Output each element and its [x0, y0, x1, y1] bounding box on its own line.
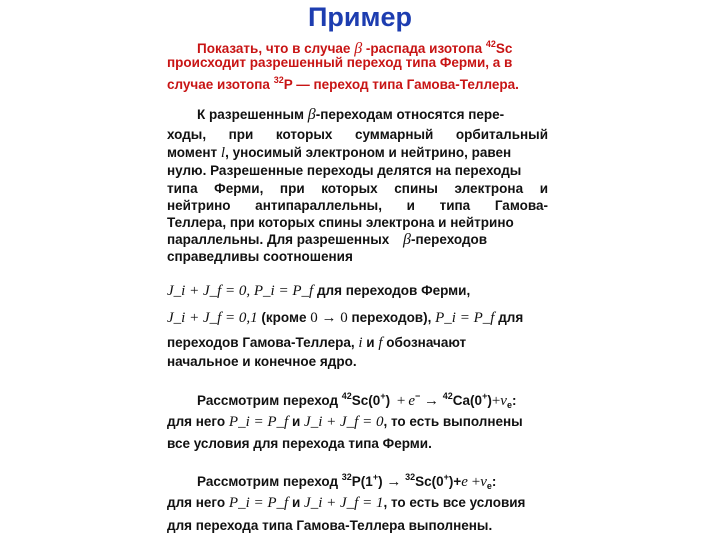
initial-nucleus-symbol: i	[358, 335, 363, 351]
para-text: момент	[167, 145, 218, 160]
para-line: Теллера, при которых спины электрона и нейтрино	[167, 215, 514, 230]
example-text: для него	[167, 495, 226, 510]
para-line	[167, 144, 511, 162]
fermi-relation	[167, 282, 470, 300]
para-text: К разрешенным	[197, 107, 304, 122]
mass-number: 32	[273, 75, 284, 85]
parity-formula: P_i = P_f	[435, 310, 495, 326]
parity-formula: P_i = P_f	[228, 414, 289, 430]
example-text: и	[291, 414, 301, 429]
task-text: -распада изотопа	[365, 41, 483, 56]
positron-symbol: e	[408, 393, 415, 409]
para-line	[167, 231, 487, 248]
task-text: P — переход типа Гамова-Теллера.	[283, 77, 519, 92]
charge-sign: −	[414, 391, 421, 401]
final-nucleus-symbol: f	[378, 335, 383, 351]
para-text: , уносимый электроном и нейтрино, равен	[225, 145, 512, 160]
spin-formula: J_i + J_f = 0	[304, 414, 384, 430]
element-symbol: P(1	[351, 474, 373, 489]
task-line-2: происходит разрешенный переход типа Ферми, а в	[167, 55, 513, 70]
example-conclusion: все условия для перехода типа Ферми.	[167, 436, 432, 451]
relation-text: переходов),	[351, 310, 432, 325]
spin-formula: J_i + J_f = 1	[304, 495, 384, 511]
element-symbol: Ca(0	[452, 393, 483, 408]
example-text: , то есть все условия	[383, 495, 526, 510]
relation-text: обозначают	[386, 335, 467, 350]
plus-sign: +	[491, 393, 501, 409]
spin-parity: +	[380, 391, 386, 401]
plus-sign: +	[396, 393, 406, 409]
para-text: -переходам относятся пере-	[315, 107, 505, 122]
example-text: , то есть выполнены	[383, 414, 523, 429]
example-condition	[167, 413, 523, 431]
para-line: справедливы соотношения	[167, 249, 353, 264]
example-condition	[167, 494, 525, 512]
positron-symbol: e	[461, 474, 468, 490]
mass-number: 42	[341, 391, 352, 401]
para-text: -переходов	[411, 232, 488, 247]
example-text: и	[291, 495, 301, 510]
relation-text: для переходов Ферми,	[316, 283, 471, 298]
neutrino-subscript: e	[486, 481, 492, 491]
example-text: для него	[167, 414, 226, 429]
gt-formula: J_i + J_f = 0,1	[167, 310, 258, 326]
parity-formula: P_i = P_f	[228, 495, 289, 511]
gt-relation	[167, 309, 523, 327]
arrow-icon: →	[424, 393, 440, 409]
relation-text: для	[498, 310, 524, 325]
beta-symbol: β	[354, 40, 363, 57]
para-text: параллельны. Для разрешенных	[167, 232, 390, 247]
page-title: Пример	[308, 2, 412, 32]
gt-relation-line-3: начальное и конечное ядро.	[167, 354, 357, 369]
arrow-icon: →	[386, 474, 402, 490]
task-text: случае изотопа	[167, 77, 270, 92]
example-transition: Рассмотрим переход $^{42}Sc(0^+) + e^- \to ^{42}Ca(0^+)+\nu_e$:	[197, 391, 517, 410]
neutrino-symbol: ν	[500, 393, 507, 409]
relation-text: (кроме	[261, 310, 307, 325]
para-line: типа Ферми, при которых спины электрона и	[167, 181, 548, 196]
example-transition: Рассмотрим переход $^{32}P(1^+) \to ^{32}Sc(0^+)+e +\nu_e$:	[197, 472, 497, 491]
beta-symbol: β	[403, 231, 412, 248]
spin-parity: +	[372, 472, 379, 482]
fermi-formula: J_i + J_f = 0, P_i = P_f	[167, 283, 314, 299]
relation-text: переходов Гамова-Теллера,	[167, 335, 355, 350]
relation-text: и	[366, 335, 375, 350]
neutrino-symbol: ν	[480, 474, 487, 490]
example-text: Рассмотрим переход	[197, 393, 339, 408]
neutrino-subscript: e	[506, 400, 512, 410]
para-line	[197, 106, 504, 123]
example-conclusion: для перехода типа Гамова-Теллера выполнены.	[167, 518, 493, 533]
task-line-3	[167, 72, 519, 93]
beta-symbol: β	[307, 106, 316, 123]
gt-relation-line-2	[167, 334, 466, 352]
spin-parity: +	[443, 472, 449, 482]
mass-number: 42	[485, 39, 496, 49]
mass-number: 42	[442, 391, 453, 401]
mass-number: 32	[405, 472, 416, 482]
element-symbol: Sc(0	[351, 393, 381, 408]
para-line: нейтрино антипараллельны, и типа Гамова-	[167, 198, 548, 213]
element-symbol: Sc	[495, 41, 513, 56]
plus-sign: +	[471, 474, 481, 490]
mass-number: 32	[341, 472, 352, 482]
para-line: нулю. Разрешенные переходы делятся на переходы	[167, 163, 522, 178]
element-symbol: Sc(0	[415, 474, 444, 489]
spin-parity: +	[482, 391, 488, 401]
task-text: Показать, что в случае	[197, 41, 351, 56]
orbital-moment-symbol: l	[220, 145, 226, 161]
example-text: Рассмотрим переход	[197, 474, 339, 489]
para-line: ходы, при которых суммарный орбитальный	[167, 127, 548, 142]
zero-zero-formula: 0 → 0	[310, 310, 348, 326]
